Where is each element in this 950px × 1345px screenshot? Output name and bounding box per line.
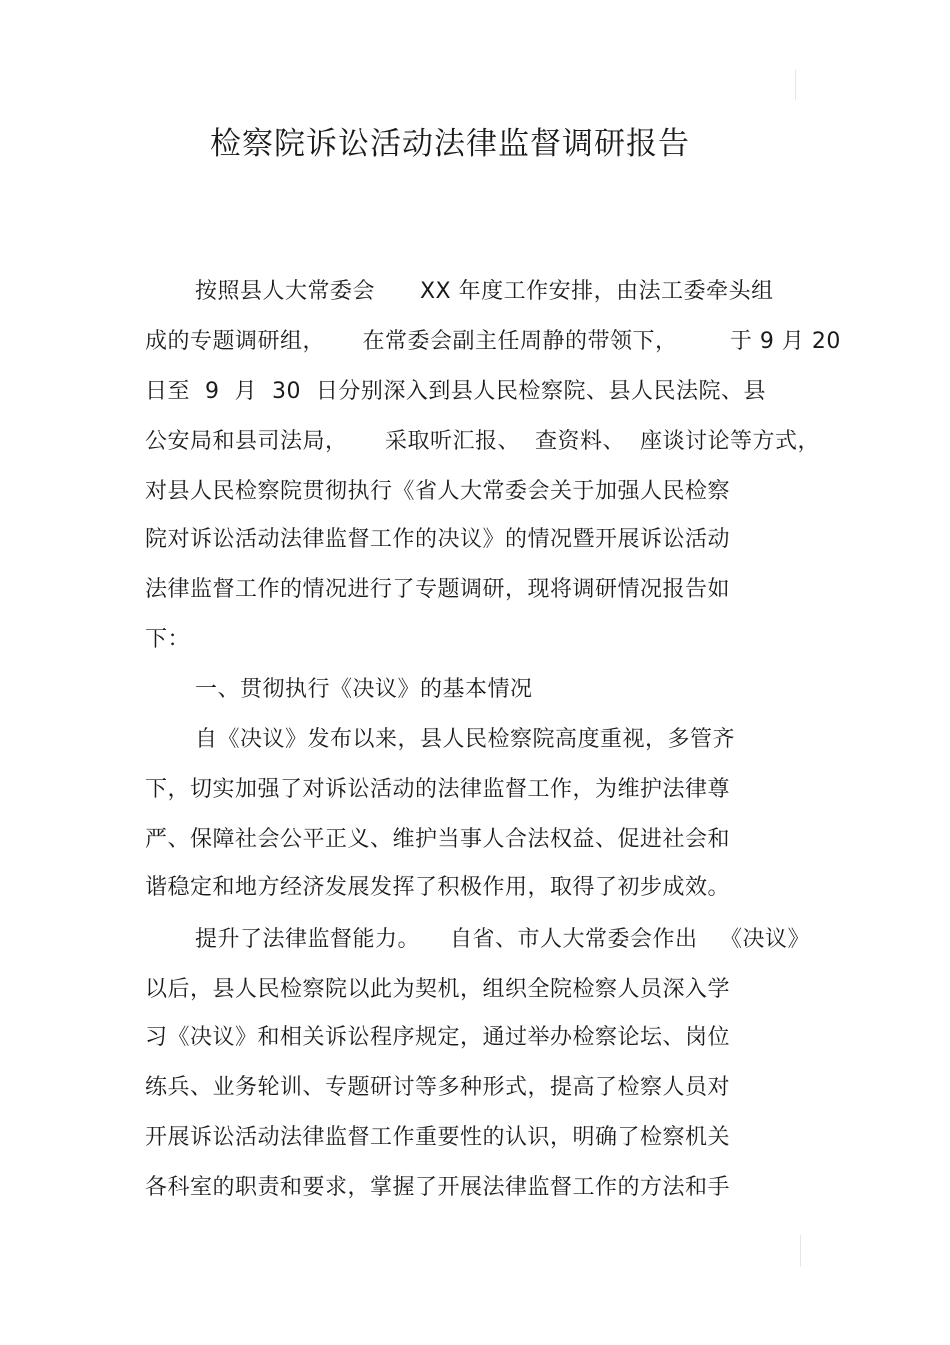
- body-line-6: 院对诉讼活动法律监督工作的决议》的情况暨开展诉讼活动: [145, 527, 731, 552]
- body-line-3: 日至 9 月 30 日分别深入到县人民检察院、县人民法院、县: [145, 379, 766, 404]
- body-line-16: 练兵、业务轮训、专题研讨等多种形式，提高了检察人员对: [145, 1075, 731, 1100]
- body-line-4: 公安局和县司法局， 采取听汇报、 查资料、 座谈讨论等方式，: [145, 429, 820, 454]
- body-line-11: 严、保障社会公平正义、维护当事人合法权益、促进社会和: [145, 827, 731, 852]
- body-line-7: 法律监督工作的情况进行了专题调研，现将调研情况报告如: [145, 577, 731, 602]
- page-corner-mark-bottom: [800, 1235, 801, 1267]
- body-line-8: 下：: [145, 627, 191, 652]
- body-line-13: 提升了法律监督能力。 自省、市人大常委会作出 《决议》: [195, 927, 810, 952]
- body-line-1: 按照县人大常委会 XX 年度工作安排，由法工委牵头组: [195, 279, 774, 304]
- body-line-2: 成的专题调研组， 在常委会副主任周静的带领下， 于 9 月 20: [145, 329, 841, 354]
- body-line-18: 各科室的职责和要求，掌握了开展法律监督工作的方法和手: [145, 1175, 731, 1200]
- page-corner-mark-top: [795, 70, 796, 100]
- section-heading-1: 一、贯彻执行《决议》的基本情况: [195, 677, 533, 702]
- body-line-17: 开展诉讼活动法律监督工作重要性的认识，明确了检察机关: [145, 1125, 731, 1150]
- body-line-9: 自《决议》发布以来，县人民检察院高度重视，多管齐: [195, 727, 736, 752]
- body-line-15: 习《决议》和相关诉讼程序规定，通过举办检察论坛、岗位: [145, 1025, 731, 1050]
- page-title: 检察院诉讼活动法律监督调研报告: [210, 126, 690, 162]
- body-line-10: 下，切实加强了对诉讼活动的法律监督工作，为维护法律尊: [145, 777, 731, 802]
- body-line-12: 谐稳定和地方经济发展发挥了积极作用，取得了初步成效。: [145, 875, 731, 900]
- body-line-14: 以后，县人民检察院以此为契机，组织全院检察人员深入学: [145, 977, 731, 1002]
- body-line-5: 对县人民检察院贯彻执行《省人大常委会关于加强人民检察: [145, 479, 731, 504]
